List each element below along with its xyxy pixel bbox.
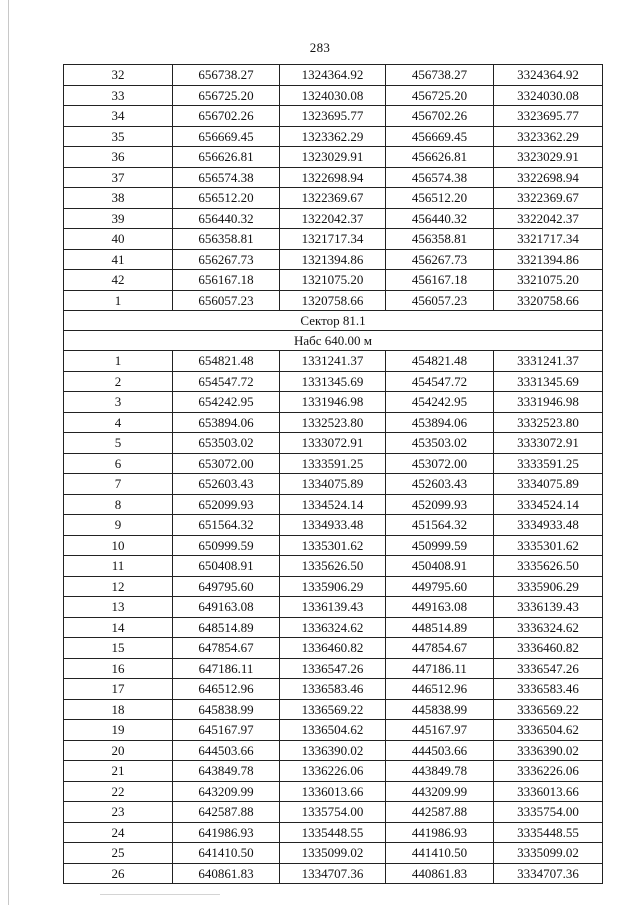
x-coordinate-cell: 656358.81 xyxy=(173,229,280,250)
y-coordinate-cell: 1331946.98 xyxy=(280,392,386,413)
x-coordinate-alt-cell: 445838.99 xyxy=(386,699,494,720)
y-coordinate-cell: 1335099.02 xyxy=(280,843,386,864)
point-number-cell: 10 xyxy=(64,535,173,556)
x-coordinate-cell: 654821.48 xyxy=(173,351,280,372)
table-row xyxy=(64,863,603,884)
y-coordinate-cell: 1336139.43 xyxy=(280,597,386,618)
point-number-cell: 3 xyxy=(64,392,173,413)
y-coordinate-alt-cell: 3331241.37 xyxy=(494,351,603,372)
y-coordinate-cell: 1321717.34 xyxy=(280,229,386,250)
section-subtitle: Набс 640.00 м xyxy=(64,331,603,351)
x-coordinate-alt-cell: 442587.88 xyxy=(386,802,494,823)
y-coordinate-cell: 1336390.02 xyxy=(280,740,386,761)
table-row xyxy=(64,761,603,782)
table-body-top xyxy=(64,65,603,311)
table-row xyxy=(64,617,603,638)
table-row xyxy=(64,720,603,741)
point-number-cell: 24 xyxy=(64,822,173,843)
x-coordinate-alt-cell: 441410.50 xyxy=(386,843,494,864)
y-coordinate-alt-cell: 3336324.62 xyxy=(494,617,603,638)
x-coordinate-alt-cell: 454242.95 xyxy=(386,392,494,413)
x-coordinate-cell: 643209.99 xyxy=(173,781,280,802)
x-coordinate-cell: 656267.73 xyxy=(173,249,280,270)
y-coordinate-alt-cell: 3334933.48 xyxy=(494,515,603,536)
x-coordinate-cell: 645838.99 xyxy=(173,699,280,720)
y-coordinate-cell: 1336226.06 xyxy=(280,761,386,782)
table-body-bottom xyxy=(64,351,603,884)
table-row xyxy=(64,106,603,127)
x-coordinate-cell: 656574.38 xyxy=(173,167,280,188)
y-coordinate-cell: 1336583.46 xyxy=(280,679,386,700)
x-coordinate-cell: 649163.08 xyxy=(173,597,280,618)
point-number-cell: 33 xyxy=(64,85,173,106)
x-coordinate-cell: 647186.11 xyxy=(173,658,280,679)
table-row xyxy=(64,126,603,147)
y-coordinate-alt-cell: 3336139.43 xyxy=(494,597,603,618)
y-coordinate-alt-cell: 3333072.91 xyxy=(494,433,603,454)
x-coordinate-alt-cell: 454547.72 xyxy=(386,371,494,392)
y-coordinate-cell: 1336013.66 xyxy=(280,781,386,802)
y-coordinate-cell: 1335626.50 xyxy=(280,556,386,577)
y-coordinate-alt-cell: 3335448.55 xyxy=(494,822,603,843)
table-row xyxy=(64,290,603,311)
x-coordinate-alt-cell: 449795.60 xyxy=(386,576,494,597)
page-number: 283 xyxy=(309,40,331,55)
y-coordinate-alt-cell: 3335626.50 xyxy=(494,556,603,577)
y-coordinate-alt-cell: 3324364.92 xyxy=(494,65,603,86)
x-coordinate-cell: 645167.97 xyxy=(173,720,280,741)
point-number-cell: 37 xyxy=(64,167,173,188)
point-number-cell: 17 xyxy=(64,679,173,700)
y-coordinate-alt-cell: 3331345.69 xyxy=(494,371,603,392)
x-coordinate-cell: 654547.72 xyxy=(173,371,280,392)
x-coordinate-alt-cell: 456057.23 xyxy=(386,290,494,311)
table-row xyxy=(64,781,603,802)
y-coordinate-alt-cell: 3334707.36 xyxy=(494,863,603,884)
table-row xyxy=(64,392,603,413)
table-row xyxy=(64,167,603,188)
y-coordinate-cell: 1336324.62 xyxy=(280,617,386,638)
y-coordinate-cell: 1324030.08 xyxy=(280,85,386,106)
x-coordinate-cell: 648514.89 xyxy=(173,617,280,638)
y-coordinate-cell: 1336504.62 xyxy=(280,720,386,741)
table-row xyxy=(64,597,603,618)
x-coordinate-cell: 656702.26 xyxy=(173,106,280,127)
y-coordinate-cell: 1336460.82 xyxy=(280,638,386,659)
x-coordinate-alt-cell: 456574.38 xyxy=(386,167,494,188)
y-coordinate-cell: 1322042.37 xyxy=(280,208,386,229)
point-number-cell: 32 xyxy=(64,65,173,86)
y-coordinate-alt-cell: 3321394.86 xyxy=(494,249,603,270)
y-coordinate-alt-cell: 3322698.94 xyxy=(494,167,603,188)
x-coordinate-alt-cell: 448514.89 xyxy=(386,617,494,638)
y-coordinate-alt-cell: 3336390.02 xyxy=(494,740,603,761)
y-coordinate-alt-cell: 3321075.20 xyxy=(494,270,603,291)
point-number-cell: 1 xyxy=(64,290,173,311)
y-coordinate-cell: 1333072.91 xyxy=(280,433,386,454)
point-number-cell: 39 xyxy=(64,208,173,229)
y-coordinate-cell: 1335301.62 xyxy=(280,535,386,556)
table-row xyxy=(64,740,603,761)
x-coordinate-cell: 656440.32 xyxy=(173,208,280,229)
point-number-cell: 2 xyxy=(64,371,173,392)
x-coordinate-alt-cell: 456167.18 xyxy=(386,270,494,291)
point-number-cell: 26 xyxy=(64,863,173,884)
x-coordinate-cell: 647854.67 xyxy=(173,638,280,659)
y-coordinate-alt-cell: 3331946.98 xyxy=(494,392,603,413)
x-coordinate-cell: 642587.88 xyxy=(173,802,280,823)
y-coordinate-alt-cell: 3333591.25 xyxy=(494,453,603,474)
y-coordinate-alt-cell: 3336547.26 xyxy=(494,658,603,679)
table-row xyxy=(64,556,603,577)
point-number-cell: 18 xyxy=(64,699,173,720)
y-coordinate-cell: 1321394.86 xyxy=(280,249,386,270)
table-row xyxy=(64,576,603,597)
y-coordinate-alt-cell: 3321717.34 xyxy=(494,229,603,250)
point-number-cell: 20 xyxy=(64,740,173,761)
y-coordinate-cell: 1323695.77 xyxy=(280,106,386,127)
scan-artifact-line xyxy=(100,894,220,895)
x-coordinate-cell: 651564.32 xyxy=(173,515,280,536)
y-coordinate-alt-cell: 3323029.91 xyxy=(494,147,603,168)
x-coordinate-cell: 656669.45 xyxy=(173,126,280,147)
point-number-cell: 21 xyxy=(64,761,173,782)
x-coordinate-alt-cell: 446512.96 xyxy=(386,679,494,700)
y-coordinate-cell: 1335754.00 xyxy=(280,802,386,823)
x-coordinate-alt-cell: 447186.11 xyxy=(386,658,494,679)
y-coordinate-cell: 1324364.92 xyxy=(280,65,386,86)
x-coordinate-cell: 656725.20 xyxy=(173,85,280,106)
x-coordinate-cell: 640861.83 xyxy=(173,863,280,884)
point-number-cell: 11 xyxy=(64,556,173,577)
y-coordinate-cell: 1334707.36 xyxy=(280,863,386,884)
y-coordinate-alt-cell: 3324030.08 xyxy=(494,85,603,106)
table-row xyxy=(64,822,603,843)
table-row xyxy=(64,147,603,168)
x-coordinate-alt-cell: 445167.97 xyxy=(386,720,494,741)
y-coordinate-alt-cell: 3323695.77 xyxy=(494,106,603,127)
table-row xyxy=(64,638,603,659)
y-coordinate-alt-cell: 3334524.14 xyxy=(494,494,603,515)
x-coordinate-cell: 653894.06 xyxy=(173,412,280,433)
table-row xyxy=(64,412,603,433)
point-number-cell: 9 xyxy=(64,515,173,536)
x-coordinate-alt-cell: 456626.81 xyxy=(386,147,494,168)
y-coordinate-alt-cell: 3336460.82 xyxy=(494,638,603,659)
y-coordinate-cell: 1322369.67 xyxy=(280,188,386,209)
section-title: Сектор 81.1 xyxy=(64,311,603,331)
point-number-cell: 4 xyxy=(64,412,173,433)
table-row xyxy=(64,270,603,291)
page-edge-line xyxy=(8,0,9,905)
x-coordinate-alt-cell: 452603.43 xyxy=(386,474,494,495)
x-coordinate-alt-cell: 447854.67 xyxy=(386,638,494,659)
table-row xyxy=(64,494,603,515)
x-coordinate-alt-cell: 456440.32 xyxy=(386,208,494,229)
y-coordinate-cell: 1334075.89 xyxy=(280,474,386,495)
y-coordinate-cell: 1333591.25 xyxy=(280,453,386,474)
x-coordinate-alt-cell: 453894.06 xyxy=(386,412,494,433)
table-row xyxy=(64,433,603,454)
point-number-cell: 7 xyxy=(64,474,173,495)
x-coordinate-alt-cell: 456738.27 xyxy=(386,65,494,86)
table-row xyxy=(64,474,603,495)
point-number-cell: 34 xyxy=(64,106,173,127)
y-coordinate-cell: 1334524.14 xyxy=(280,494,386,515)
y-coordinate-cell: 1335906.29 xyxy=(280,576,386,597)
x-coordinate-alt-cell: 453503.02 xyxy=(386,433,494,454)
table-row xyxy=(64,188,603,209)
y-coordinate-alt-cell: 3335099.02 xyxy=(494,843,603,864)
y-coordinate-cell: 1323029.91 xyxy=(280,147,386,168)
point-number-cell: 16 xyxy=(64,658,173,679)
x-coordinate-cell: 650999.59 xyxy=(173,535,280,556)
x-coordinate-cell: 652603.43 xyxy=(173,474,280,495)
x-coordinate-alt-cell: 449163.08 xyxy=(386,597,494,618)
y-coordinate-cell: 1334933.48 xyxy=(280,515,386,536)
y-coordinate-alt-cell: 3320758.66 xyxy=(494,290,603,311)
x-coordinate-cell: 656057.23 xyxy=(173,290,280,311)
x-coordinate-cell: 646512.96 xyxy=(173,679,280,700)
coordinates-table xyxy=(63,64,603,884)
point-number-cell: 35 xyxy=(64,126,173,147)
x-coordinate-alt-cell: 456702.26 xyxy=(386,106,494,127)
table-row xyxy=(64,535,603,556)
y-coordinate-cell: 1321075.20 xyxy=(280,270,386,291)
y-coordinate-alt-cell: 3336226.06 xyxy=(494,761,603,782)
x-coordinate-alt-cell: 443209.99 xyxy=(386,781,494,802)
point-number-cell: 36 xyxy=(64,147,173,168)
y-coordinate-cell: 1331241.37 xyxy=(280,351,386,372)
y-coordinate-alt-cell: 3336013.66 xyxy=(494,781,603,802)
x-coordinate-alt-cell: 456267.73 xyxy=(386,249,494,270)
x-coordinate-alt-cell: 440861.83 xyxy=(386,863,494,884)
table-row xyxy=(64,453,603,474)
y-coordinate-cell: 1336569.22 xyxy=(280,699,386,720)
point-number-cell: 41 xyxy=(64,249,173,270)
x-coordinate-cell: 650408.91 xyxy=(173,556,280,577)
x-coordinate-cell: 652099.93 xyxy=(173,494,280,515)
x-coordinate-cell: 644503.66 xyxy=(173,740,280,761)
y-coordinate-cell: 1320758.66 xyxy=(280,290,386,311)
table-row xyxy=(64,229,603,250)
y-coordinate-cell: 1336547.26 xyxy=(280,658,386,679)
point-number-cell: 14 xyxy=(64,617,173,638)
point-number-cell: 8 xyxy=(64,494,173,515)
y-coordinate-alt-cell: 3336569.22 xyxy=(494,699,603,720)
table-row xyxy=(64,208,603,229)
x-coordinate-alt-cell: 456669.45 xyxy=(386,126,494,147)
x-coordinate-alt-cell: 454821.48 xyxy=(386,351,494,372)
x-coordinate-alt-cell: 452099.93 xyxy=(386,494,494,515)
y-coordinate-alt-cell: 3336583.46 xyxy=(494,679,603,700)
point-number-cell: 15 xyxy=(64,638,173,659)
x-coordinate-alt-cell: 453072.00 xyxy=(386,453,494,474)
table-row xyxy=(64,371,603,392)
x-coordinate-alt-cell: 443849.78 xyxy=(386,761,494,782)
point-number-cell: 38 xyxy=(64,188,173,209)
table-row xyxy=(64,249,603,270)
x-coordinate-cell: 656626.81 xyxy=(173,147,280,168)
table-row xyxy=(64,699,603,720)
x-coordinate-alt-cell: 451564.32 xyxy=(386,515,494,536)
x-coordinate-cell: 641986.93 xyxy=(173,822,280,843)
y-coordinate-cell: 1323362.29 xyxy=(280,126,386,147)
point-number-cell: 6 xyxy=(64,453,173,474)
table-row xyxy=(64,843,603,864)
point-number-cell: 25 xyxy=(64,843,173,864)
y-coordinate-cell: 1332523.80 xyxy=(280,412,386,433)
x-coordinate-cell: 656167.18 xyxy=(173,270,280,291)
y-coordinate-alt-cell: 3335301.62 xyxy=(494,535,603,556)
y-coordinate-cell: 1335448.55 xyxy=(280,822,386,843)
x-coordinate-alt-cell: 450999.59 xyxy=(386,535,494,556)
y-coordinate-alt-cell: 3336504.62 xyxy=(494,720,603,741)
x-coordinate-cell: 653072.00 xyxy=(173,453,280,474)
y-coordinate-alt-cell: 3322042.37 xyxy=(494,208,603,229)
point-number-cell: 13 xyxy=(64,597,173,618)
point-number-cell: 40 xyxy=(64,229,173,250)
x-coordinate-alt-cell: 441986.93 xyxy=(386,822,494,843)
x-coordinate-cell: 643849.78 xyxy=(173,761,280,782)
table-row xyxy=(64,802,603,823)
y-coordinate-alt-cell: 3334075.89 xyxy=(494,474,603,495)
table-row xyxy=(64,515,603,536)
y-coordinate-alt-cell: 3323362.29 xyxy=(494,126,603,147)
table-row xyxy=(64,679,603,700)
x-coordinate-cell: 654242.95 xyxy=(173,392,280,413)
x-coordinate-alt-cell: 456512.20 xyxy=(386,188,494,209)
table-row xyxy=(64,65,603,86)
x-coordinate-cell: 653503.02 xyxy=(173,433,280,454)
x-coordinate-cell: 641410.50 xyxy=(173,843,280,864)
x-coordinate-alt-cell: 456725.20 xyxy=(386,85,494,106)
x-coordinate-alt-cell: 444503.66 xyxy=(386,740,494,761)
section-subtitle-row xyxy=(64,331,603,351)
point-number-cell: 1 xyxy=(64,351,173,372)
x-coordinate-alt-cell: 456358.81 xyxy=(386,229,494,250)
point-number-cell: 42 xyxy=(64,270,173,291)
section-title-row xyxy=(64,311,603,331)
y-coordinate-cell: 1322698.94 xyxy=(280,167,386,188)
y-coordinate-alt-cell: 3335906.29 xyxy=(494,576,603,597)
table-row xyxy=(64,658,603,679)
x-coordinate-cell: 656512.20 xyxy=(173,188,280,209)
point-number-cell: 5 xyxy=(64,433,173,454)
x-coordinate-alt-cell: 450408.91 xyxy=(386,556,494,577)
y-coordinate-alt-cell: 3332523.80 xyxy=(494,412,603,433)
y-coordinate-alt-cell: 3322369.67 xyxy=(494,188,603,209)
y-coordinate-alt-cell: 3335754.00 xyxy=(494,802,603,823)
x-coordinate-cell: 656738.27 xyxy=(173,65,280,86)
point-number-cell: 12 xyxy=(64,576,173,597)
point-number-cell: 19 xyxy=(64,720,173,741)
y-coordinate-cell: 1331345.69 xyxy=(280,371,386,392)
table-row xyxy=(64,85,603,106)
table-row xyxy=(64,351,603,372)
x-coordinate-cell: 649795.60 xyxy=(173,576,280,597)
table-section-header xyxy=(64,311,603,351)
point-number-cell: 22 xyxy=(64,781,173,802)
point-number-cell: 23 xyxy=(64,802,173,823)
